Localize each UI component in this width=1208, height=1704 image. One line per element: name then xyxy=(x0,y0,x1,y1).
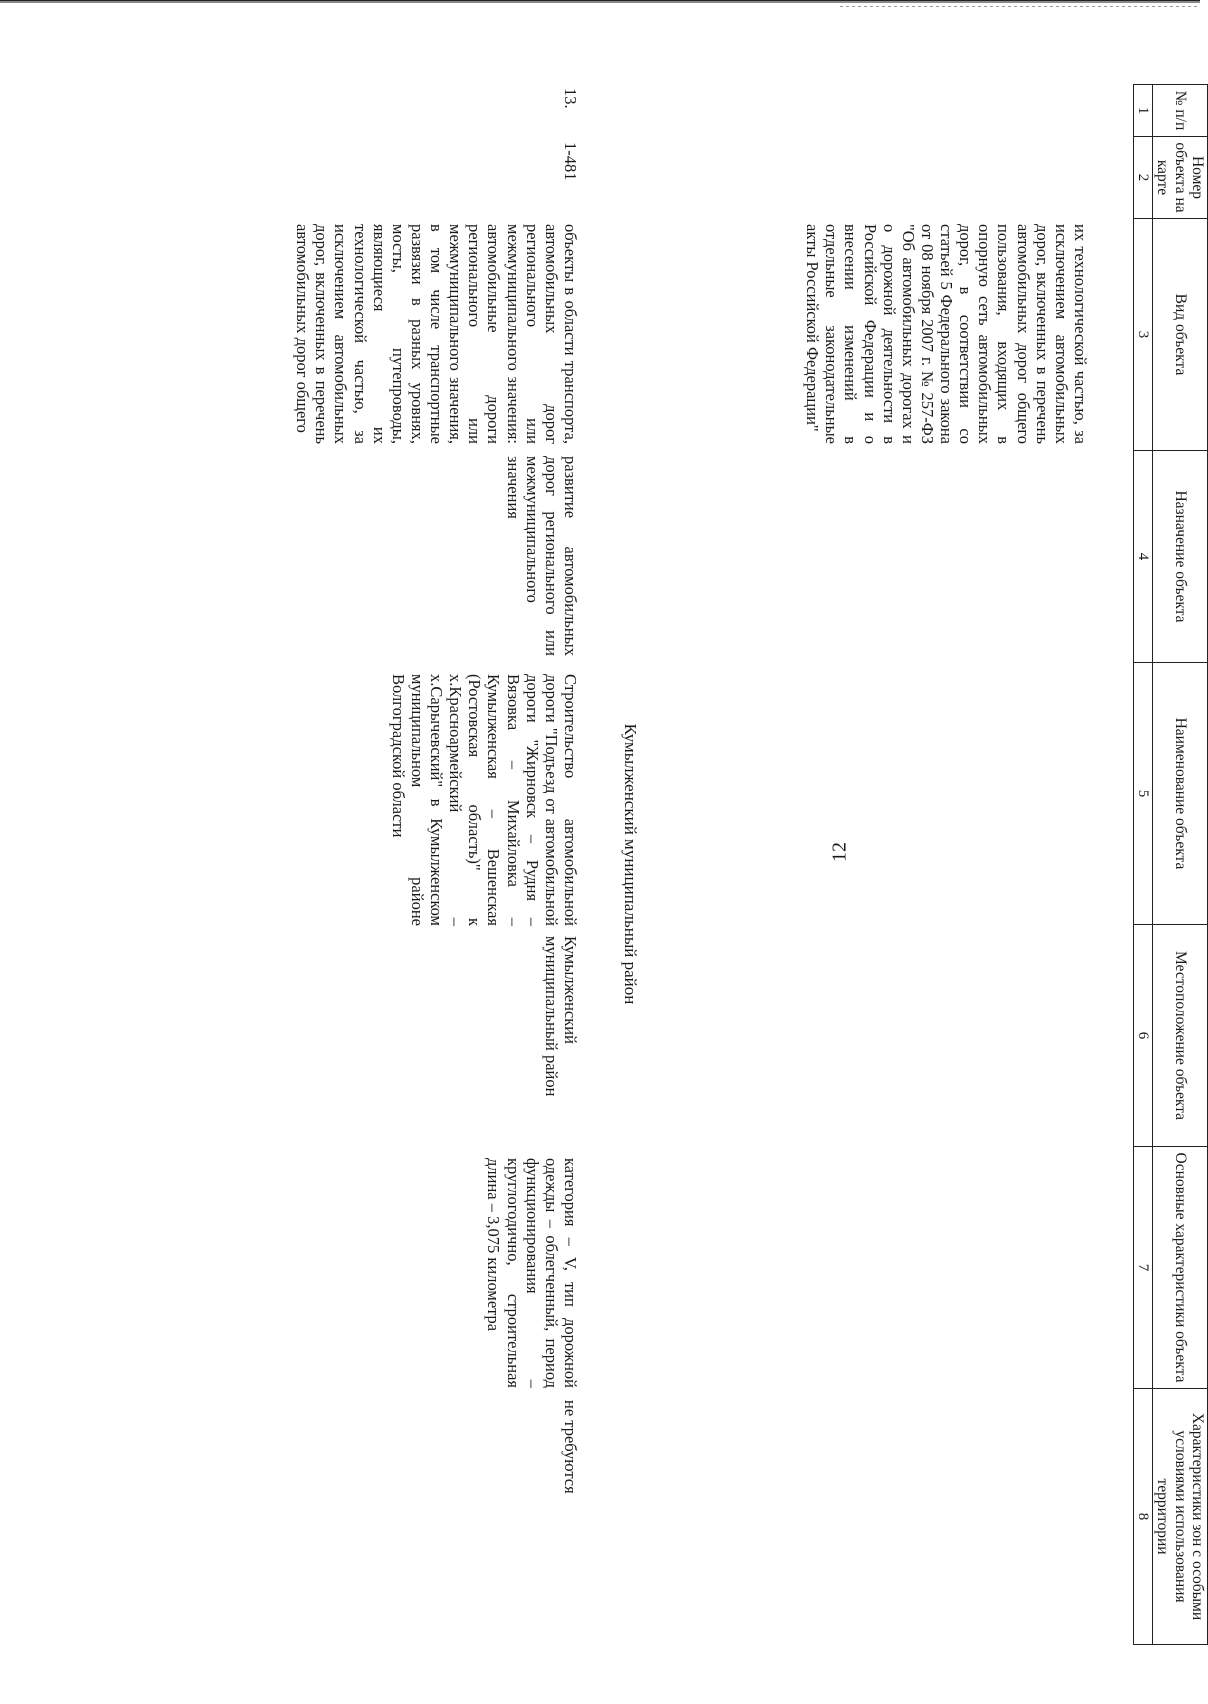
top-scan-dash xyxy=(840,6,1200,7)
col-header-name: Наименование объекта xyxy=(1152,663,1207,925)
col-number: 7 xyxy=(1133,1147,1152,1389)
col-number: 1 xyxy=(1133,85,1152,137)
col-header-purpose: Назначение объекта xyxy=(1152,451,1207,663)
col-header-characteristics: Основные характеристики объекта xyxy=(1152,1147,1207,1389)
row13-kind: объекты в области транспорта, автомобильных дорог регионального или межмуниципального значения: автомобильные дороги регионального или межмуниципального значения, в том числе транспортные развязки в разных уровнях, мосты, путепроводы, являющиеся их технологической частью, за исключением автомобильных дорог, включенных в перечень автомобильных дорог общего xyxy=(293,224,580,444)
col-number: 4 xyxy=(1133,451,1152,663)
page-number: 12 xyxy=(828,842,851,862)
row13-zones: не требуются xyxy=(561,1400,580,1494)
row13-number: 13. xyxy=(561,88,580,109)
row13-location: Кумылженский муниципальный район xyxy=(541,936,580,1097)
col-header-index: № п/п xyxy=(1152,85,1207,137)
column-numbers-row xyxy=(1133,85,1152,1645)
row13-map-number: 1-481 xyxy=(561,142,580,181)
col-number: 5 xyxy=(1133,663,1152,925)
section-title: Кумылженский муниципальный район xyxy=(621,723,640,1005)
header-row xyxy=(1152,85,1207,1645)
col-header-location: Местоположение объекта xyxy=(1152,925,1207,1147)
col-number: 8 xyxy=(1133,1389,1152,1645)
row13-name: Строительство автомобильной дороги "Подъезд от автомобильной дороги "Жирновск – Рудня – Вязовка – Михайловка – Кумылженская – Вешенская (Ростовская область)" к х.Красноармейский – х.Сарычевский" в Кумылженском муниципальном районе Волгоградской области xyxy=(388,674,580,926)
col-header-map-number: Номер объекта на карте xyxy=(1152,137,1207,219)
col-number: 3 xyxy=(1133,219,1152,451)
rotated-table-sheet xyxy=(148,84,1208,1644)
col-header-zones: Характеристики зон с особыми условиями использования территории xyxy=(1152,1389,1207,1645)
row13-purpose: развитие автомобильных дорог регионального или межмуниципального значения xyxy=(503,456,580,656)
col-number: 2 xyxy=(1133,137,1152,219)
row13-characteristics: категория – V, тип дорожной одежды – облегченный, период функционирования – круглогодично, строительная длина – 3,075 километра xyxy=(484,1158,580,1388)
col-number: 6 xyxy=(1133,925,1152,1147)
objects-table-header xyxy=(1133,84,1208,1645)
col-header-kind: Вид объекта xyxy=(1152,219,1207,451)
continuation-kind-cell: их технологической частью, за исключением автомобильных дорог, включенных в перечень автомобильных дорог общего пользования, входящих в опорную сеть автомобильных дорог, в соответствии со статьей 5 Федерального закона от 08 ноября 2007 г. № 257-ФЗ "Об автомобильных дорогах и о дорожной деятельности в Российской Федерации и о внесении изменений в отдельные законодательные акты Российской Федерации" xyxy=(803,224,1090,444)
top-scan-border xyxy=(0,0,1200,3)
